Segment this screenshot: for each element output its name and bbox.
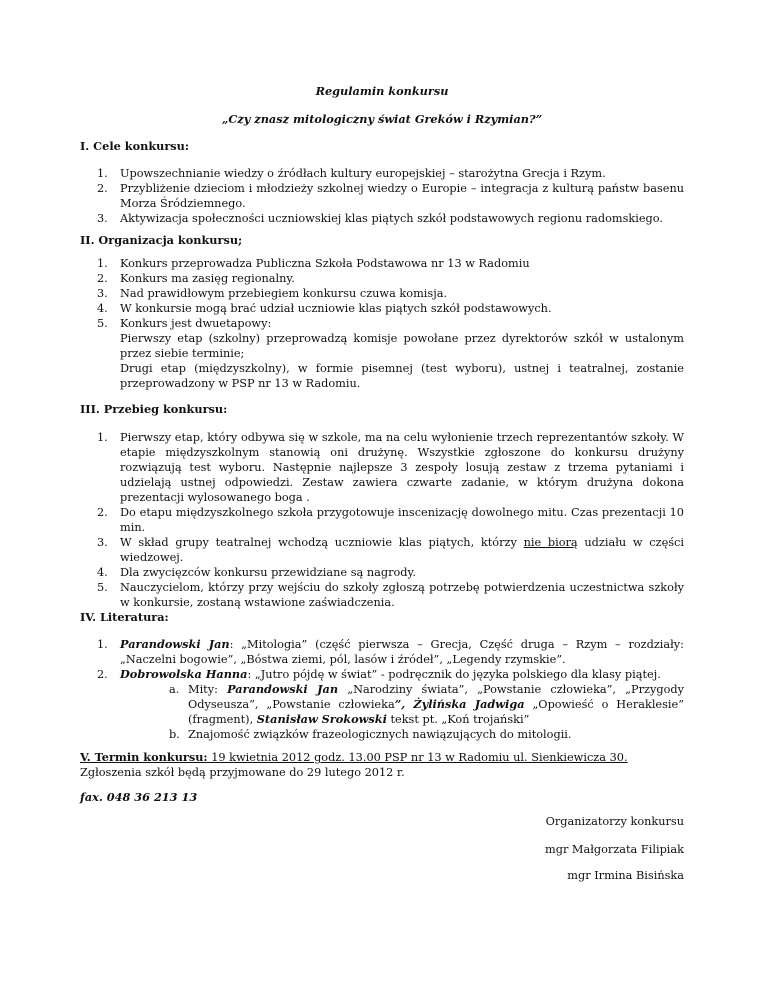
section-3-heading: III. Przebieg konkursu: [80, 402, 228, 416]
list-item: 2. Do etapu międzyszkolnego szkoła przygotowuje inscenizację dowolnego mitu. Czas prezentacji 10 min. [97, 506, 684, 534]
stage-2-description: Drugi etap (międzyszkolny), w formie pisemnej (test wyboru), ustnej i teatralnej, zostanie przeprowadzony w PSP nr 13 w Radomiu. [120, 362, 684, 390]
section-2-heading: II. Organizacja konkursu; [80, 233, 243, 247]
fax-number: fax. 048 36 213 13 [80, 790, 198, 804]
list-item: 4. Dla zwycięzców konkursu przewidziane są nagrody. [97, 566, 416, 579]
list-item: 3. W skład grupy teatralnej wchodzą uczniowie klas piątych, którzy nie biorą udziału w części wiedzowej. [97, 536, 685, 564]
list-item: 1. Upowszechnianie wiedzy o źródłach kultury europejskiej – starożytna Grecja i Rzym. [97, 167, 606, 180]
list-item: 2. Dobrowolska Hanna: „Jutro pójdę w świat” - podręcznik do języka polskiego dla klasy piątej. [97, 667, 661, 681]
document-title: Regulamin konkursu [315, 84, 449, 98]
section-2-list [80, 256, 684, 391]
section-1-list [80, 166, 684, 226]
list-item: 3. Aktywizacja społeczności uczniowskiej klas piątych szkół podstawowych regionu radomskiego. [97, 212, 663, 225]
stage-1-description: Pierwszy etap (szkolny) przeprowadzą komisje powołane przez dyrektorów szkół w ustalonym przez siebie terminie; [120, 332, 684, 360]
list-subitem: a. Mity: Parandowski Jan „Narodziny świata”, „Powstanie człowieka”, „Przygody Odyseusza”, „Powstanie człowieka”, Żylińska Jadwiga „Opowieść o Heraklesie” (fragment), Stanisław Srokowski tekst pt. „Koń trojański” [169, 682, 685, 726]
document-subtitle: „Czy znasz mitologiczny świat Greków i Rzymian?” [221, 112, 543, 126]
contest-date-line: V. Termin konkursu: 19 kwietnia 2012 godz. 13.00 PSP nr 13 w Radomiu ul. Sienkiewicza 30. [80, 750, 628, 764]
section-1-heading: I. Cele konkursu: [80, 139, 190, 153]
list-item: 5. Nauczycielom, którzy przy wejściu do szkoły zgłoszą potrzebę potwierdzenia uczestnictwa szkoły w konkursie, zostaną wstawione zaświadczenia. [97, 581, 684, 609]
list-item: 1. Parandowski Jan: „Mitologia” (część pierwsza – Grecja, Część druga – Rzym – rozdziały: „Naczelni bogowie”, „Bóstwa ziemi, pól, lasów i źródeł”, „Legendy rzymskie”. [97, 637, 684, 666]
list-item: 1. Konkurs przeprowadza Publiczna Szkoła Podstawowa nr 13 w Radomiu [97, 257, 530, 270]
section-3-list [80, 430, 684, 610]
list-item: 3. Nad prawidłowym przebiegiem konkursu czuwa komisja. [97, 287, 448, 300]
list-item: 2. Konkurs ma zasięg regionalny. [97, 272, 295, 285]
list-item: 4. W konkursie mogą brać udział uczniowie klas piątych szkół podstawowych. [97, 302, 552, 315]
list-item: 2. Przybliżenie dzieciom i młodzieży szkolnej wiedzy o Europie – integracja z kulturą państw basenu Morza Śródziemnego. [97, 182, 684, 210]
list-item: 5. Konkurs jest dwuetapowy: [97, 317, 272, 330]
section-4-heading: IV. Literatura: [80, 610, 169, 624]
list-item: 1. Pierwszy etap, który odbywa się w szkole, ma na celu wyłonienie trzech reprezentantów szkoły. W etapie międzyszkolnym stanowią oni drużynę. Wszystkie zgłoszone do konkursu drużyny rozwiązują test wyboru. Następnie najlepsze 3 zespoły losują zestaw z trzema pytaniami i udzielają ustnej odpowiedzi. Zestaw zawiera czwarte zadanie, w którym drużyna dokona prezentacji wylosowanego boga . [97, 431, 684, 504]
section-4-list [80, 637, 684, 742]
organizers-label: Organizatorzy konkursu [545, 815, 684, 828]
registration-deadline: Zgłoszenia szkół będą przyjmowane do 29 lutego 2012 r. [80, 766, 405, 779]
organizer-name: mgr Małgorzata Filipiak [545, 843, 684, 856]
organizer-name: mgr Irmina Bisińska [567, 869, 684, 882]
list-subitem: b. Znajomość związków frazeologicznych nawiązujących do mitologii. [169, 728, 572, 741]
